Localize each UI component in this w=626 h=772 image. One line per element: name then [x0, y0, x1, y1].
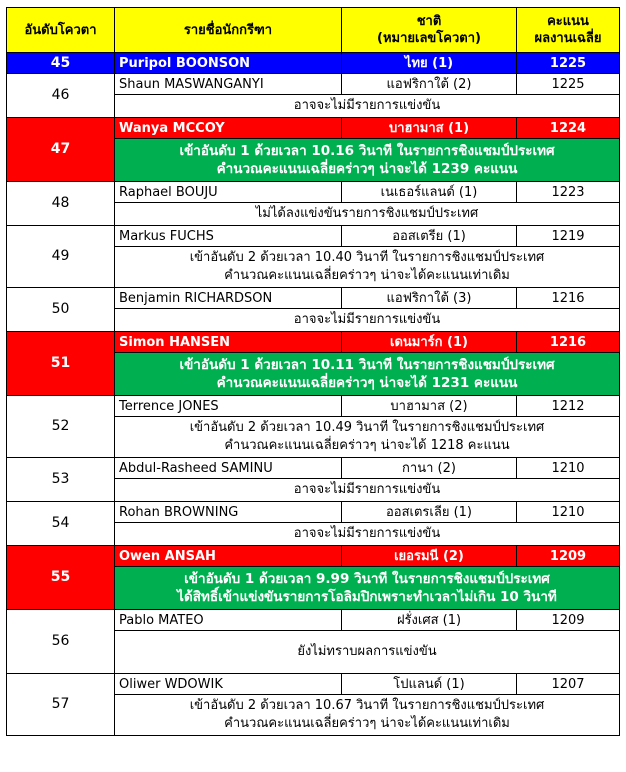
athlete-note: อาจจะไม่มีรายการแข่งขัน: [115, 309, 620, 332]
table-row: [7, 288, 620, 309]
athlete-note: อาจจะไม่มีรายการแข่งขัน: [115, 95, 620, 118]
athlete-name: Markus FUCHS: [115, 226, 342, 247]
athlete-nation: ไทย (1): [342, 53, 517, 74]
header-rank: อันดับโควตา: [7, 8, 115, 53]
athlete-score: 1210: [517, 502, 620, 523]
table-row: [7, 182, 620, 203]
table-row: [7, 53, 620, 74]
table-row: [7, 118, 620, 139]
table-row: [7, 74, 620, 95]
athlete-name: Puripol BOONSON: [115, 53, 342, 74]
athlete-name: Shaun MASWANGANYI: [115, 74, 342, 95]
athlete-score: 1225: [517, 74, 620, 95]
athlete-nation: แอฟริกาใต้ (3): [342, 288, 517, 309]
athlete-score: 1209: [517, 610, 620, 631]
athlete-name: Abdul-Rasheed SAMINU: [115, 458, 342, 479]
athlete-note: ไม่ได้ลงแข่งขันรายการชิงแชมป์ประเทศ: [115, 203, 620, 226]
athlete-nation: เดนมาร์ก (1): [342, 332, 517, 353]
table-row: [7, 396, 620, 417]
rank-cell: 55: [7, 546, 115, 610]
athlete-score: 1212: [517, 396, 620, 417]
athlete-score: 1209: [517, 546, 620, 567]
rank-cell: 48: [7, 182, 115, 226]
athlete-note: อาจจะไม่มีรายการแข่งขัน: [115, 479, 620, 502]
athlete-nation: ฝรั่งเศส (1): [342, 610, 517, 631]
table-row: [7, 610, 620, 631]
athlete-score: 1210: [517, 458, 620, 479]
table-header-row: [7, 8, 620, 53]
quota-ranking-table: [6, 7, 620, 736]
athlete-note: เข้าอันดับ 1 ด้วยเวลา 10.11 วินาที ในรายการชิงแชมป์ประเทศ คำนวณคะแนนเฉลี่ยคร่าวๆ น่าจะได้ 1231 คะแนน: [115, 353, 620, 396]
header-nation: ชาติ (หมายเลขโควตา): [342, 8, 517, 53]
rank-cell: 57: [7, 674, 115, 736]
rank-cell: 56: [7, 610, 115, 674]
rank-cell: 49: [7, 226, 115, 288]
athlete-note: เข้าอันดับ 2 ด้วยเวลา 10.40 วินาที ในรายการชิงแชมป์ประเทศ คำนวณคะแนนเฉลี่ยคร่าวๆ น่าจะได้คะแนนเท่าเดิม: [115, 247, 620, 288]
athlete-name: Terrence JONES: [115, 396, 342, 417]
athlete-note: เข้าอันดับ 2 ด้วยเวลา 10.49 วินาที ในรายการชิงแชมป์ประเทศ คำนวณคะแนนเฉลี่ยคร่าวๆ น่าจะได้ 1218 คะแนน: [115, 417, 620, 458]
athlete-name: Raphael BOUJU: [115, 182, 342, 203]
athlete-note: ยังไม่ทราบผลการแข่งขัน: [115, 631, 620, 674]
athlete-nation: บาฮามาส (1): [342, 118, 517, 139]
athlete-note: อาจจะไม่มีรายการแข่งขัน: [115, 523, 620, 546]
athlete-name: Oliwer WDOWIK: [115, 674, 342, 695]
athlete-note: เข้าอันดับ 2 ด้วยเวลา 10.67 วินาที ในรายการชิงแชมป์ประเทศ คำนวณคะแนนเฉลี่ยคร่าวๆ น่าจะได้คะแนนเท่าเดิม: [115, 695, 620, 736]
athlete-nation: แอฟริกาใต้ (2): [342, 74, 517, 95]
header-score: คะแนน ผลงานเฉลี่ย: [517, 8, 620, 53]
athlete-name: Rohan BROWNING: [115, 502, 342, 523]
athlete-score: 1224: [517, 118, 620, 139]
rank-cell: 51: [7, 332, 115, 396]
table-row: [7, 546, 620, 567]
athlete-score: 1216: [517, 288, 620, 309]
athlete-nation: กานา (2): [342, 458, 517, 479]
table-row: [7, 332, 620, 353]
rank-cell: 53: [7, 458, 115, 502]
athlete-name: Pablo MATEO: [115, 610, 342, 631]
ranking-table-wrapper: [6, 7, 620, 736]
athlete-note: เข้าอันดับ 1 ด้วยเวลา 10.16 วินาที ในรายการชิงแชมป์ประเทศ คำนวณคะแนนเฉลี่ยคร่าวๆ น่าจะได้ 1239 คะแนน: [115, 139, 620, 182]
athlete-name: Owen ANSAH: [115, 546, 342, 567]
athlete-score: 1207: [517, 674, 620, 695]
rank-cell: 47: [7, 118, 115, 182]
rank-cell: 54: [7, 502, 115, 546]
athlete-nation: ออสเตรเลีย (1): [342, 502, 517, 523]
athlete-score: 1219: [517, 226, 620, 247]
athlete-name: Benjamin RICHARDSON: [115, 288, 342, 309]
athlete-name: Simon HANSEN: [115, 332, 342, 353]
athlete-score: 1216: [517, 332, 620, 353]
rank-cell: 46: [7, 74, 115, 118]
athlete-score: 1223: [517, 182, 620, 203]
rank-cell: 45: [7, 53, 115, 74]
athlete-nation: โปแลนด์ (1): [342, 674, 517, 695]
header-name: รายชื่อนักกรีฑา: [115, 8, 342, 53]
athlete-nation: เนเธอร์แลนด์ (1): [342, 182, 517, 203]
table-row: [7, 226, 620, 247]
athlete-nation: บาฮามาส (2): [342, 396, 517, 417]
table-row: [7, 502, 620, 523]
table-row: [7, 458, 620, 479]
athlete-name: Wanya MCCOY: [115, 118, 342, 139]
rank-cell: 52: [7, 396, 115, 458]
athlete-score: 1225: [517, 53, 620, 74]
athlete-note: เข้าอันดับ 1 ด้วยเวลา 9.99 วินาที ในรายการชิงแชมป์ประเทศ ได้สิทธิ์เข้าแข่งขันรายการโอลิมปิกเพราะทำเวลาไม่เกิน 10 วินาที: [115, 567, 620, 610]
athlete-nation: เยอรมนี (2): [342, 546, 517, 567]
rank-cell: 50: [7, 288, 115, 332]
athlete-nation: ออสเตรีย (1): [342, 226, 517, 247]
table-row: [7, 674, 620, 695]
